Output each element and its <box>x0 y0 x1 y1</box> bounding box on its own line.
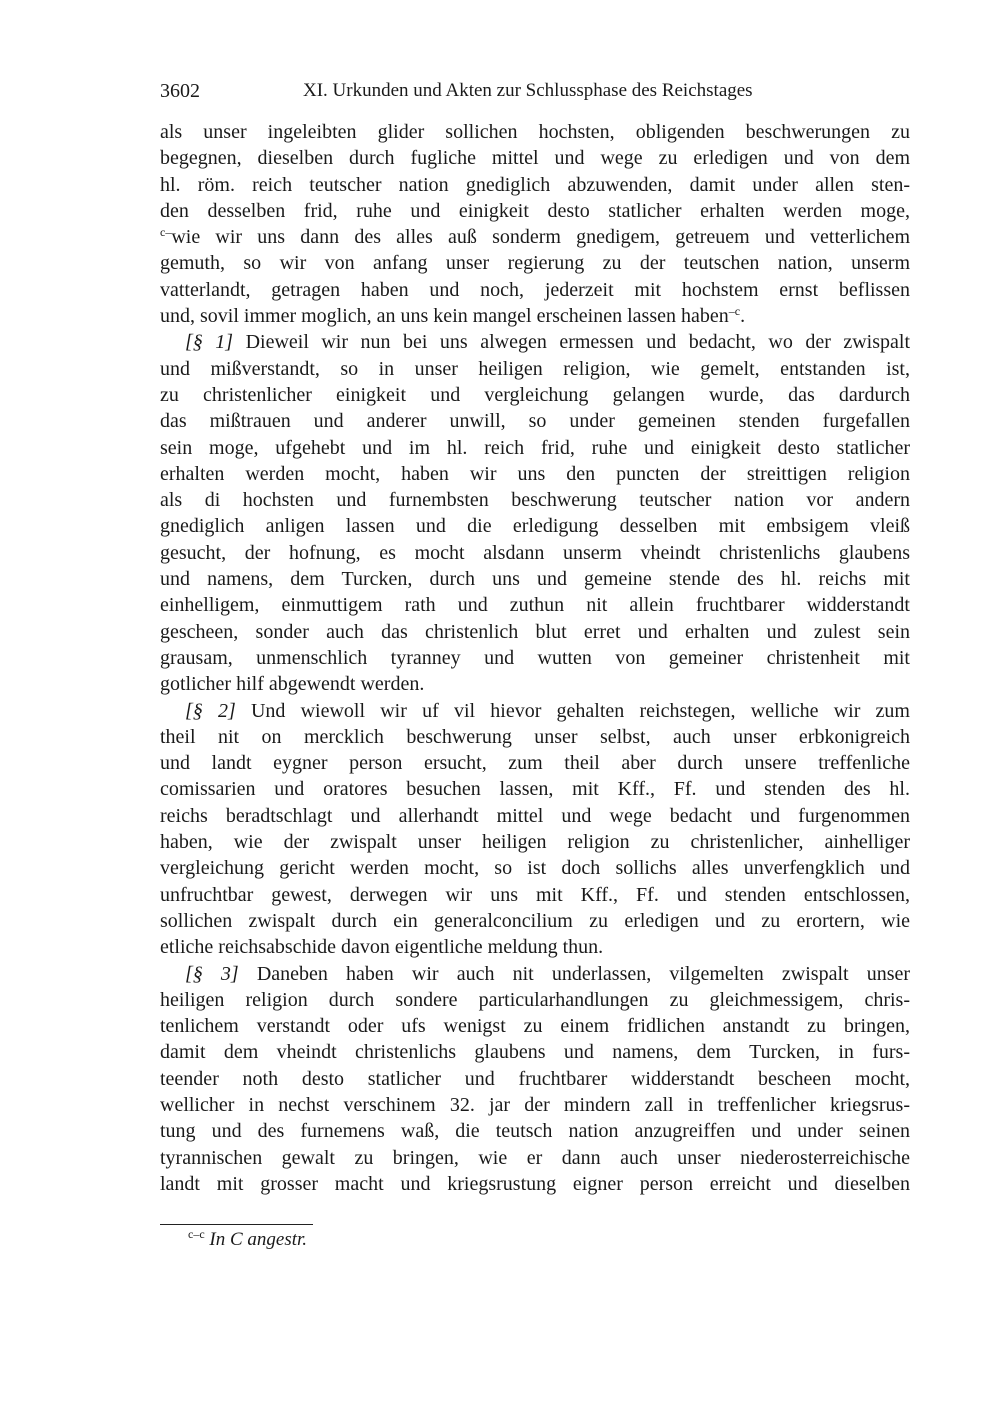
text-line: erhalten werden mocht, haben wir uns den puncten der streittigen religion <box>160 462 910 485</box>
text-line: einhelligem, einmuttigem rath und zuthun nit allein fruchtbarer widderstandt <box>160 594 910 617</box>
text-line: und namens, dem Turcken, durch uns und gemeine stende des hl. reichs mit <box>160 568 910 591</box>
section-marker: [§ 1] <box>185 331 234 354</box>
text-line: theil nit on mercklich beschwerung unser selbst, auch unser erbkonigreich <box>160 725 910 748</box>
text-line: etliche reichsabschide davon eigentliche meldung thun. <box>160 936 604 959</box>
section-marker: [§ 2] <box>185 699 236 722</box>
text-line: [§ 2] Und wiewoll wir uf vil hievor gehalten reichstegen, welliche wir zum <box>185 699 910 722</box>
text-line: [§ 3] Daneben haben wir auch nit underlassen, vilgemelten zwispalt unser <box>185 962 911 985</box>
text-line: gescheen, sonder auch das christenlich blut erret und erhalten und zulest sein <box>160 620 910 643</box>
text-line: vatterlandt, getragen haben und noch, jederzeit mit hochstem ernst beflissen <box>160 278 910 301</box>
text-line: gemuth, so wir von anfang unser regierung zu der teutschen nation, unserm <box>160 252 910 275</box>
text-line: und mißverstandt, so in unser heiligen religion, wie gemelt, entstanden ist, <box>160 357 910 380</box>
text-line: tyrannischen gewalt zu bringen, wie er dann auch unser niederosterreichische <box>160 1146 910 1169</box>
text-line: vergleichung gericht werden mocht, so ist doch sollichs alles unverfengklich und <box>160 857 910 880</box>
footnote <box>188 1229 307 1251</box>
footnote-ref: c– <box>160 225 172 240</box>
text-line: und, sovil immer moglich, an uns kein mangel erscheinen lassen haben$^{-c}$. <box>160 304 746 328</box>
text-line: sein moge, ufgehebt und im hl. reich frid, ruhe und einigkeit desto statlicher <box>160 436 910 459</box>
text-line: tung und des furnemens waß, die teutsch nation anzugreiffen und under seinen <box>160 1120 910 1143</box>
text-line: das mißtrauen und anderer unwill, so under gemeinen stenden furgefallen <box>160 410 910 433</box>
text-line: damit dem vheindt christenlichs glaubens und namens, dem Turcken, in furs- <box>160 1041 910 1064</box>
text-line: $^{c-}$wie wir uns dann des alles auß sonderm gnedigem, getreuem und vetterlichem <box>160 225 910 249</box>
text-line: als unser ingeleibten glider sollichen hochsten, obligenden beschwerungen zu <box>160 121 910 143</box>
page-number: 3602 <box>160 80 200 102</box>
text-line: [§ 1] Dieweil wir nun bei uns alwegen ermessen und bedacht, wo der zwispalt <box>185 331 910 354</box>
text-line: landt mit grosser macht und kriegsrustung eigner person erreicht und dieselben <box>160 1172 910 1195</box>
footnote-mark: c–c <box>188 1227 205 1241</box>
running-title: XI. Urkunden und Akten zur Schlussphase des Reichstages <box>303 80 753 101</box>
footnote-rule <box>160 1224 313 1225</box>
text-line: unfruchtbar gewest, derwegen wir uns mit Kff., Ff. und stenden entschlossen, <box>160 883 910 906</box>
footnote-ref: –c <box>728 304 741 319</box>
text-line: als di hochsten und furnembsten beschwerung teutscher nation vor andern <box>160 489 910 512</box>
footnote-text: In C angestr. <box>209 1229 308 1250</box>
text-line: wellicher in nechst verschinem 32. jar der mindern zall in treffenlicher kriegsrus- <box>160 1093 910 1116</box>
text-line: gotlicher hilf abgewendt werden. <box>160 673 425 696</box>
text-line: gesucht, der hofnung, es mocht alsdann unserm vheindt christenlichs glaubens <box>160 541 910 564</box>
text-line: haben, wie der zwispalt unser heiligen religion zu christenlicher, ainhelliger <box>160 831 910 854</box>
text-line: hl. röm. reich teutscher nation gnediglich abzuwenden, damit under allen sten- <box>160 173 910 196</box>
text-line: und landt eygner person ersucht, zum theil aber durch unsere treffenliche <box>160 752 910 775</box>
text-line: zu christenlicher einigkeit und vergleichung gelangen wurde, das dardurch <box>160 383 910 406</box>
text-line: grausam, unmenschlich tyranney und wutten von gemeiner christenheit mit <box>160 646 910 669</box>
text-line: den desselben frid, ruhe und einigkeit desto statlicher erhalten werden moge, <box>160 199 910 222</box>
text-line: begegnen, dieselben durch fugliche mittel und wege zu erledigen und von dem <box>160 147 910 170</box>
text-line: sollichen zwispalt durch ein generalconcilium zu erledigen und zu erortern, wie <box>160 909 910 932</box>
text-line: teender noth desto statlicher und fruchtbarer widderstandt bescheen mocht, <box>160 1067 910 1090</box>
section-marker: [§ 3] <box>185 962 239 985</box>
text-line: gnediglich anligen lassen und die erledigung desselben mit embsigem vleiß <box>160 515 910 538</box>
body-text <box>160 119 910 1197</box>
text-line: heiligen religion durch sondere particularhandlungen zu gleichmessigem, chris- <box>160 988 910 1011</box>
text-line: reichs beradtschlagt und allerhandt mittel und wege bedacht und furgenommen <box>160 804 910 827</box>
text-line: tenlichem verstandt oder ufs wenigst zu einem fridlichen anstandt zu bringen, <box>160 1015 910 1038</box>
text-line: comissarien und oratores besuchen lassen, mit Kff., Ff. und stenden des hl. <box>160 778 910 801</box>
page-header <box>160 80 910 108</box>
